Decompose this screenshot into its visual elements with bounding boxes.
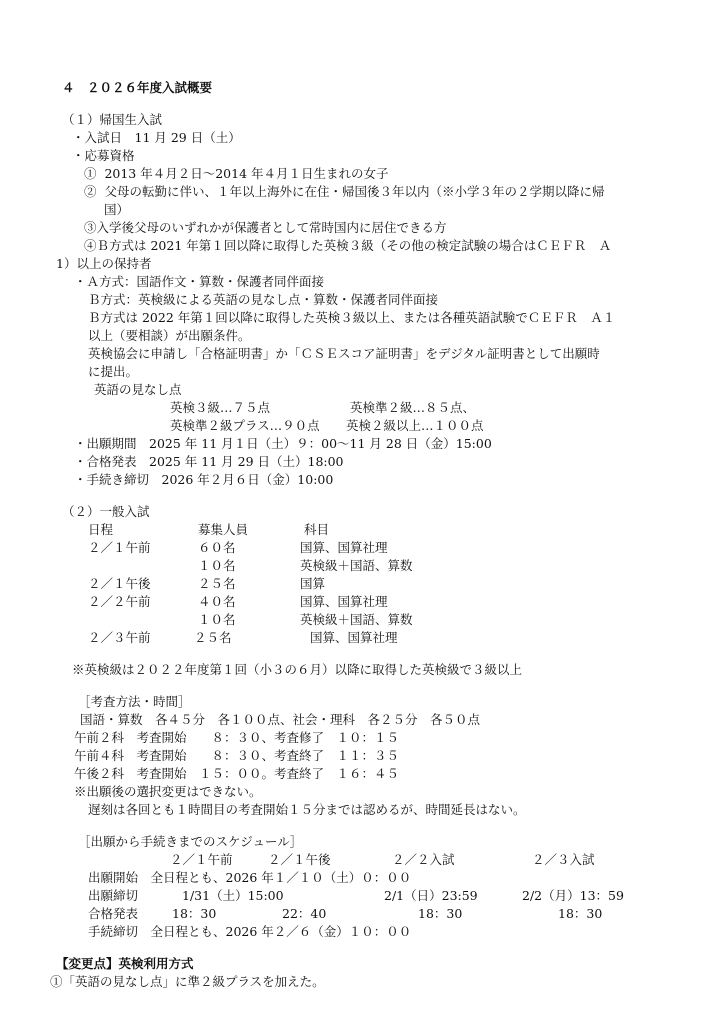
table-row-date: ２／１午前 — [88, 540, 151, 555]
table-header-subjects: 科目 — [304, 522, 330, 537]
table-row-capacity: ６０名 — [198, 540, 236, 555]
method-b-note-3: 英検協会に申請し「合格証明書」か「ＣＳＥスコア証明書」をデジタル証明書として出願時 — [88, 346, 600, 361]
table-row-subjects: 英検級＋国語、算数 — [300, 612, 413, 627]
schedule-close-0131: 1/31（土）15:00 — [182, 888, 284, 903]
schedule-open: 出願開始 全日程とも、2026 年１／１０（土）０：００ — [88, 870, 412, 885]
procedure-deadline: ・手続き締切 2026 年２月６日（金）10:00 — [74, 472, 334, 487]
exam-line-6: 遅刻は各回とも１時間目の考査開始１５分までは認めるが、時間延長はない。 — [88, 802, 526, 817]
table-row-subjects: 国算、国算社理 — [310, 630, 398, 645]
method-b-note-1: Ｂ方式は 2022 年第１回以降に取得した英検３級以上、または各種英語試験でＣＥＦＲ Ａ１ — [88, 310, 616, 325]
score-eiken-pre2-plus: 英検準２級プラス…９０点 — [170, 418, 320, 433]
changes-heading: 【変更点】英検利用方式 — [56, 956, 194, 971]
score-eiken-pre2: 英検準２級…８５点、 — [350, 400, 476, 415]
qualification-item-2: ② 父母の転勤に伴い、１年以上海外に在住・帰国後３年以内（※小学３年の２学期以降に帰 — [84, 184, 605, 199]
schedule-result-0201pm: 22：40 — [282, 906, 327, 921]
exam-heading: ［考査方法・時間］ — [78, 694, 191, 709]
schedule-result-0201am: 18：30 — [172, 906, 217, 921]
result-announcement: ・合格発表 2025 年 11 月 29 日（土）18:00 — [74, 454, 344, 469]
score-eiken-2: 英検２級以上…１００点 — [346, 418, 484, 433]
application-period: ・出願期間 2025 年 11 月１日（土）９：00～11 月 28 日（金）15:00 — [74, 436, 492, 451]
table-row-date: ２／３午前 — [88, 630, 151, 645]
eiken-note: ※英検級は２０２２年度第１回（小３の６月）以降に取得した英検級で３級以上 — [72, 662, 523, 677]
schedule-close-0202: 2/2（月）13：59 — [522, 888, 624, 903]
score-eiken-3: 英検３級…７５点 — [170, 400, 271, 415]
qualification-item-4: ④Ｂ方式は 2021 年第１回以降に取得した英検３級（その他の検定試験の場合はＣＥＦＲ Ａ — [84, 238, 612, 253]
schedule-close-label: 出願締切 — [88, 888, 139, 903]
schedule-result-0202: 18：30 — [418, 906, 463, 921]
returnee-date: ・入試日 11 月 29 日（土） — [72, 130, 241, 145]
qualification-heading: ・応募資格 — [72, 148, 135, 163]
schedule-col-0203: ２／３入試 — [532, 852, 595, 867]
table-row-capacity: １０名 — [198, 558, 236, 573]
table-row-capacity: １０名 — [198, 612, 236, 627]
returnee-heading: （１）帰国生入試 — [62, 112, 163, 127]
section-title: ４ ２０２６年度入試概要 — [62, 80, 213, 95]
qualification-item-1: ① 2013 年４月２日～2014 年４月１日生まれの女子 — [84, 166, 389, 181]
schedule-close-0201: 2/1（日）23:59 — [384, 888, 478, 903]
schedule-col-0202: ２／２入試 — [392, 852, 455, 867]
table-row-subjects: 国算、国算社理 — [300, 540, 388, 555]
score-heading: 英語の見なし点 — [94, 382, 182, 397]
table-row-capacity: ２５名 — [198, 576, 236, 591]
schedule-col-0201am: ２／１午前 — [170, 852, 233, 867]
schedule-result-0203: 18：30 — [558, 906, 603, 921]
table-header-capacity: 募集人員 — [198, 522, 249, 537]
general-heading: （２）一般入試 — [62, 504, 150, 519]
method-b-note-2: 以上（要相談）が出願条件。 — [88, 328, 251, 343]
exam-line-2: 午前２科 考査開始 ８：３０、考査修了 １０：１５ — [74, 730, 400, 745]
method-b-note-4: に提出。 — [88, 364, 139, 379]
table-row-capacity: ２５名 — [194, 630, 232, 645]
table-row-date: ２／１午後 — [88, 576, 151, 591]
qualification-item-4-cont: 1）以上の保持者 — [56, 256, 152, 271]
table-row-subjects: 国算、国算社理 — [300, 594, 388, 609]
method-b: Ｂ方式：英検級による英語の見なし点・算数・保護者同伴面接 — [88, 292, 439, 307]
schedule-col-0201pm: ２／１午後 — [268, 852, 331, 867]
table-header-date: 日程 — [88, 522, 114, 537]
schedule-heading: ［出願から手続きまでのスケジュール］ — [78, 834, 303, 849]
table-row-subjects: 国算 — [300, 576, 326, 591]
qualification-item-3: ③入学後父母のいずれかが保護者として常時国内に居住できる方 — [84, 220, 447, 235]
table-row-capacity: ４０名 — [198, 594, 236, 609]
exam-line-4: 午後２科 考査開始 １５：００。考査終了 １６：４５ — [74, 766, 400, 781]
schedule-procedure: 手続締切 全日程とも、2026 年２／６（金）１０：００ — [88, 924, 412, 939]
table-row-subjects: 英検級＋国語、算数 — [300, 558, 413, 573]
exam-line-5: ※出願後の選択変更はできない。 — [74, 784, 262, 799]
qualification-item-2-cont: 国） — [104, 202, 130, 217]
schedule-result-label: 合格発表 — [88, 906, 139, 921]
changes-item-1: ①「英語の見なし点」に準２級プラスを加えた。 — [50, 974, 325, 989]
table-row-date: ２／２午前 — [88, 594, 151, 609]
exam-line-1: 国語・算数 各４５分 各１００点、社会・理科 各２５分 各５０点 — [80, 712, 481, 727]
exam-line-3: 午前４科 考査開始 ８：３０、考査終了 １１：３５ — [74, 748, 400, 763]
method-a: ・Ａ方式：国語作文・算数・保護者同伴面接 — [74, 274, 325, 289]
